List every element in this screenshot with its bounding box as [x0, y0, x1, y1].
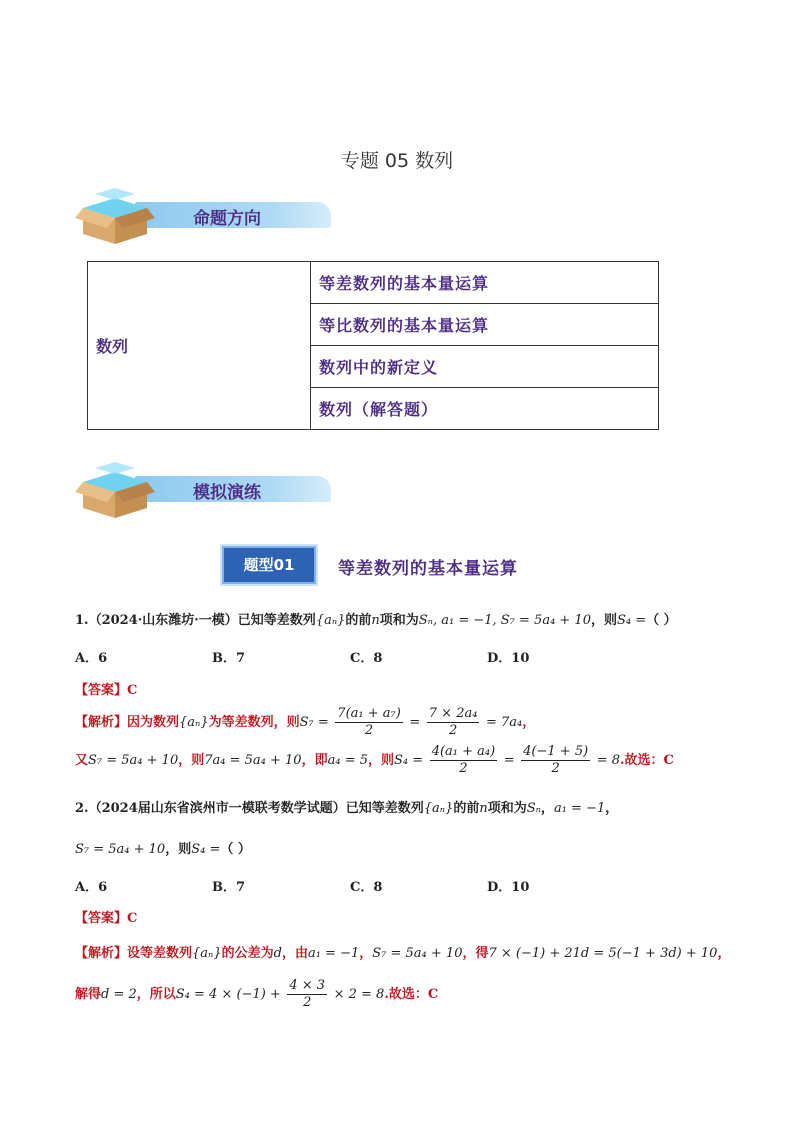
section-banner-direction	[75, 188, 331, 243]
q2-analysis-line2: 解得d = 2，所以S₄ = 4 × (−1) + $\frac{4 \times 3}{2}$ × 2 = 8.故选：C	[75, 978, 439, 1010]
q1-stem: 1.（2024·山东潍坊·一模）已知等差数列{aₙ}的前n项和为Sₙ, a₁ = −1, S₇ = 5a₄ + 10，则S₄ =（ ）	[75, 613, 677, 628]
q1-answer: 【答案】C	[75, 683, 138, 698]
q2-stem: 2.（2024届山东省滨州市一模联考数学试题）已知等差数列{aₙ}的前n项和为Sₙ，a₁ = −1，	[75, 801, 619, 816]
q1-option-c: C．8	[350, 651, 383, 666]
q2-option-d: D．10	[487, 880, 530, 895]
box-icon	[75, 462, 155, 520]
q1-option-a: A．6	[75, 651, 108, 666]
q1-analysis-line1: 【解析】因为数列{aₙ}为等差数列，则S₇ = $\frac{\text{7(a₁ + a₇)}}{2}$ = $\frac{\text{7 × 2a₄}}{2}$ = 7a₄，	[75, 706, 536, 738]
page-title: 专题 05 数列	[340, 150, 454, 172]
q2-answer: 【答案】C	[75, 911, 138, 926]
topics-table	[87, 261, 659, 430]
q1-option-b: B．7	[212, 651, 246, 666]
topic-item: 等差数列的基本量运算	[311, 262, 659, 304]
topic-item: 等比数列的基本量运算	[311, 304, 659, 346]
question-type-heading: 等差数列的基本量运算	[338, 559, 518, 579]
topic-item: 数列（解答题）	[311, 388, 659, 430]
banner-label: 模拟演练	[193, 483, 261, 503]
q1-option-d: D．10	[487, 651, 530, 666]
q2-analysis-line1: 【解析】设等差数列{aₙ}的公差为d，由a₁ = −1，S₇ = 5a₄ + 10，得7 × (−1) + 21d = 5(−1 + 3d) + 10，	[75, 946, 731, 961]
q2-option-a: A．6	[75, 880, 108, 895]
q2-option-c: C．8	[350, 880, 383, 895]
banner-label: 命题方向	[193, 209, 261, 229]
box-icon	[75, 188, 155, 246]
q2-option-b: B．7	[212, 880, 246, 895]
question-type-badge: 题型01	[222, 546, 316, 584]
topic-item: 数列中的新定义	[311, 346, 659, 388]
section-banner-practice	[75, 462, 331, 517]
q2-stem-cont: S₇ = 5a₄ + 10，则S₄ =（ ）	[75, 842, 251, 857]
topics-category: 数列	[88, 262, 311, 430]
q1-analysis-line2: 又S₇ = 5a₄ + 10，则7a₄ = 5a₄ + 10，即a₄ = 5，则S₄ = $\frac{\text{4(a₁ + a₄)}}{2}$ = $\frac{4(-1 + 5)}{2}$ = 8.故选：C	[75, 744, 674, 776]
